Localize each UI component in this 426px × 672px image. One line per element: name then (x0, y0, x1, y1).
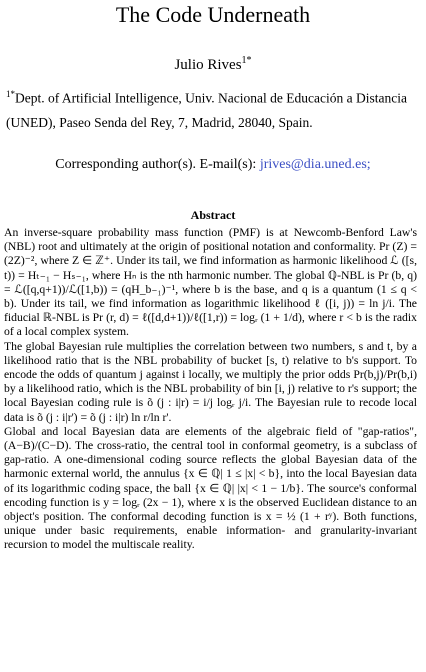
abstract-paragraph-3: Global and local Bayesian data are elements of the algebraic field of "gap-ratios", (A−B)/(C−D). The cross-ratio, the central tool in conformal geometry, is a subclass of gap-ratio. A one-dimensional coding source reflects the global Bayesian data of the harmonic external world, the annulus {x ∈ ℚ| 1 ≤ |x| < b}, into the local Bayesian data of its logarithmic coding space, the ball {x ∈ ℚ| |x| < 1 − 1/b}. The source's conformal encoding function is y = logᵣ (2x − 1), where x is the observed Euclidean distance to an object's position. The conformal decoding function is x = ½ (1 + rʸ). Both functions, unique under basic requirements, enable information- and granularity-invariant recursion to model the multiscale reality. (4, 424, 417, 552)
correspondence-line (0, 156, 426, 174)
author-line (0, 52, 426, 74)
abstract-heading: Abstract (190, 208, 236, 222)
email-link[interactable]: jrives@dia.uned.es; (259, 157, 371, 172)
abstract-paragraph-2: The global Bayesian rule multiplies the correlation between two numbers, s and t, by a likelihood ratio that is the NBL probability of bucket [s, t) relative to b's support. To encode the odds of quantum j against i locally, we multiply the prior odds Pr(b,j)/Pr(b,i) by a likelihood ratio, which is the NBL probability of bin [i, j) relative to r's support; the local Bayesian coding rule is õ (j : i|r) = i/j logᵣ j/i. The Bayesian rule to recode local data is õ (j : i|r') = õ (j : i|r) ln r/ln r'. (4, 339, 417, 424)
abstract-body (4, 226, 417, 553)
author-marker: 1* (241, 55, 252, 66)
affiliation-marker: 1* (6, 89, 15, 99)
author-name: Julio Rives (174, 57, 242, 73)
affiliation-text: Dept. of Artificial Intelligence, Univ. Nacional de Educación a Distancia (UNED), Paseo Senda del Rey, 7, Madrid, 28040, Spain. (6, 90, 407, 130)
abstract-paragraph-1: An inverse-square probability mass function (PMF) is at Newcomb-Benford Law's (NBL) root and ultimately at the origin of positional notation and conformality. Pr (Z) = (2Z)⁻², where Z ∈ ℤ⁺. Under its tail, we find information as harmonic likelihood ℒ ([s, t)) = Hₜ₋₁ − Hₛ₋₁, where Hₙ is the nth harmonic number. The global ℚ-NBL is Pr (b, q) = ℒ([q,q+1))/ℒ([1,b)) = (qH_b₋₁)⁻¹, where b is the base, and q is a quantum (1 ≤ q < b). Under its tail, we find information as logarithmic likelihood ℓ ([i, j)) = ln j/i. The fiducial ℝ-NBL is Pr (r, d) = ℓ([d,d+1))/ℓ([1,r)) = logᵣ (1 + 1/d), where r < b is the radix of a local complex system. (4, 226, 417, 339)
paper-title: The Code Underneath (115, 2, 311, 27)
affiliation (6, 82, 418, 135)
correspondence-label: Corresponding author(s). E-mail(s): (55, 157, 257, 172)
